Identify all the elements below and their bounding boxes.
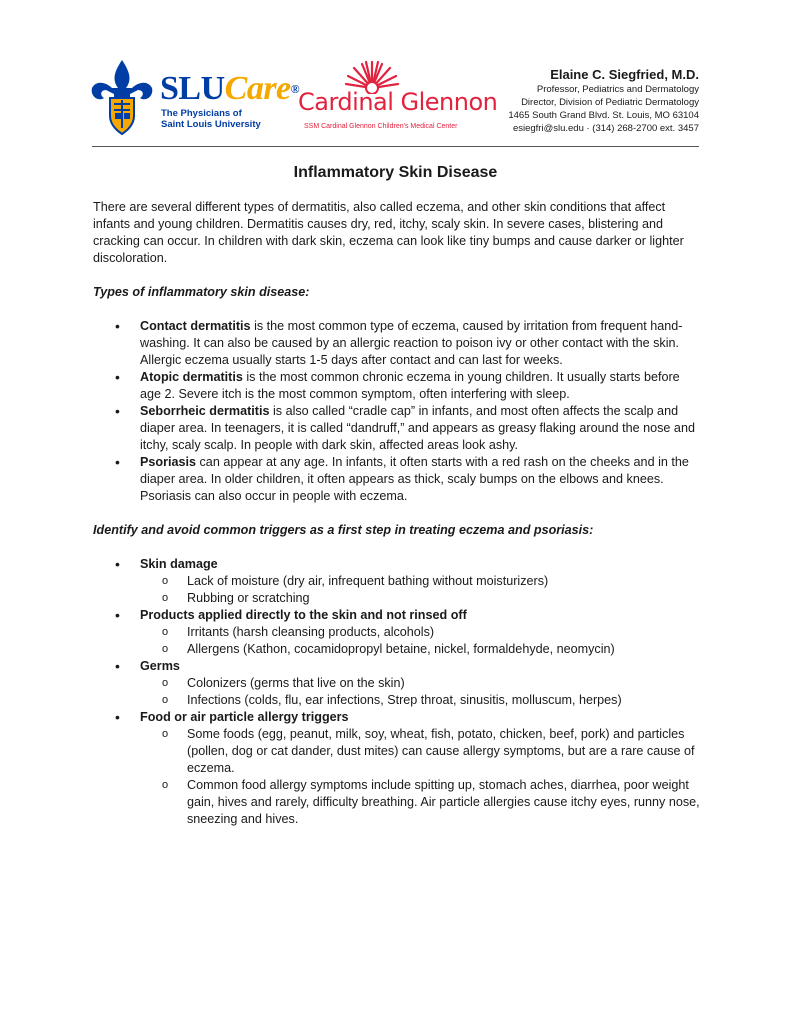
sub-list: [140, 624, 703, 658]
cardinal-glennon-tagline: SSM Cardinal Glennon Children's Medical Center: [304, 123, 458, 130]
list-item: • Food or air particle allergy triggers o Some foods (egg, peanut, milk, soy, wheat, fish, potato, chicken, beef, pork) and particles (pollen, dog or cat dander, dust mites) can cause allergy symptoms, but are a rare cause of eczema. o Common food allergy symptoms include spitting up, stomach aches, diarrhea, poor weight gain, hives and rarely, difficulty breathing. Air particle allergies cause itchy eyes, runny nose, sneezing and hives.: [93, 709, 703, 828]
triggers-heading: Identify and avoid common triggers as a first step in treating eczema and psoriasis:: [93, 523, 594, 537]
slucare-tagline: The Physicians of Saint Louis University: [161, 108, 261, 130]
physician-contact-block: [508, 66, 699, 135]
list-item: • Contact dermatitis is the most common type of eczema, caused by irritation from frequent hand-washing. It can also be caused by an allergic reaction to poison ivy or other contact with the skin. Allergic eczema usually starts 1-5 days after contact and can last for weeks.: [93, 318, 703, 369]
sub-list-item: o Lack of moisture (dry air, infrequent bathing without moisturizers): [140, 573, 703, 590]
physician-name: Elaine C. Siegfried, M.D.: [550, 67, 699, 82]
sub-list: [140, 573, 703, 607]
list-item: • Germs o Colonizers (germs that live on the skin) o Infections (colds, flu, ear infections, Strep throat, sinusitis, molluscum, herpes): [93, 658, 703, 709]
physician-title-2: Director, Division of Pediatric Dermatology: [521, 97, 699, 108]
list-item: • Psoriasis can appear at any age. In infants, it often starts with a red rash on the cheeks and in the diaper area. In older children, it often appears as thick, scaly bumps on the elbows and knees. Psoriasis can also occur in people with eczema.: [93, 454, 703, 505]
sub-list-item: o Some foods (egg, peanut, milk, soy, wheat, fish, potato, chicken, beef, pork) and particles (pollen, dog or cat dander, dust mites) can cause allergy symptoms, but are a rare cause of eczema.: [140, 726, 703, 777]
list-item: • Seborrheic dermatitis is also called “cradle cap” in infants, and most often affects the scalp and diaper area. In teenagers, it is called “dandruff,” and appears as greasy flaking around the nose and itchy, scaly scalp. In people with dark skin, affected areas look ashy.: [93, 403, 703, 454]
sub-list-item: o Common food allergy symptoms include spitting up, stomach aches, diarrhea, poor weight gain, hives and rarely, difficulty breathing. Air particle allergies cause itchy eyes, runny nose, sneezing and hives.: [140, 777, 703, 828]
slucare-logo: [88, 58, 300, 136]
cardinal-glennon-logo: [294, 58, 498, 136]
fleur-de-lis-shield-icon: [88, 58, 156, 136]
sub-list-item: o Colonizers (germs that live on the skin): [140, 675, 703, 692]
sub-list-item: o Irritants (harsh cleansing products, alcohols): [140, 624, 703, 641]
header-divider: [92, 146, 699, 147]
document-body: [93, 199, 703, 845]
list-item: • Skin damage o Lack of moisture (dry air, infrequent bathing without moisturizers) o Rubbing or scratching: [93, 556, 703, 607]
document-title: Inflammatory Skin Disease: [293, 164, 498, 181]
intro-paragraph: There are several different types of dermatitis, also called eczema, and other skin conditions that affect infants and young children. Dermatitis causes dry, red, itchy, scaly skin. In severe cases, blistering and cracking can occur. In children with dark skin, eczema can look like tiny bumps and cause darker or lighter discoloration.: [93, 200, 684, 265]
sub-list: [140, 675, 703, 709]
cardinal-glennon-wordmark: Cardinal Glennon: [298, 88, 498, 116]
types-heading: Types of inflammatory skin disease:: [93, 285, 310, 299]
types-list: [93, 318, 703, 505]
physician-title-1: Professor, Pediatrics and Dermatology: [536, 84, 699, 95]
physician-address: 1465 South Grand Blvd. St. Louis, MO 63104: [508, 110, 699, 121]
sub-list-item: o Rubbing or scratching: [140, 590, 703, 607]
sub-list: [140, 726, 703, 828]
sub-list-item: o Infections (colds, flu, ear infections, Strep throat, sinusitis, molluscum, herpes): [140, 692, 703, 709]
list-item: • Products applied directly to the skin and not rinsed off o Irritants (harsh cleansing products, alcohols) o Allergens (Kathon, cocamidopropyl betaine, nickel, formaldehyde, neomycin): [93, 607, 703, 658]
sub-list-item: o Allergens (Kathon, cocamidopropyl betaine, nickel, formaldehyde, neomycin): [140, 641, 703, 658]
slucare-wordmark: SLUCare®: [160, 70, 300, 107]
triggers-list: [93, 556, 703, 828]
physician-email-phone: esiegfri@slu.edu · (314) 268-2700 ext. 3457: [512, 123, 699, 134]
list-item: • Atopic dermatitis is the most common chronic eczema in young children. It usually starts before age 2. Severe itch is the most common symptom, often interfering with sleep.: [93, 369, 703, 403]
